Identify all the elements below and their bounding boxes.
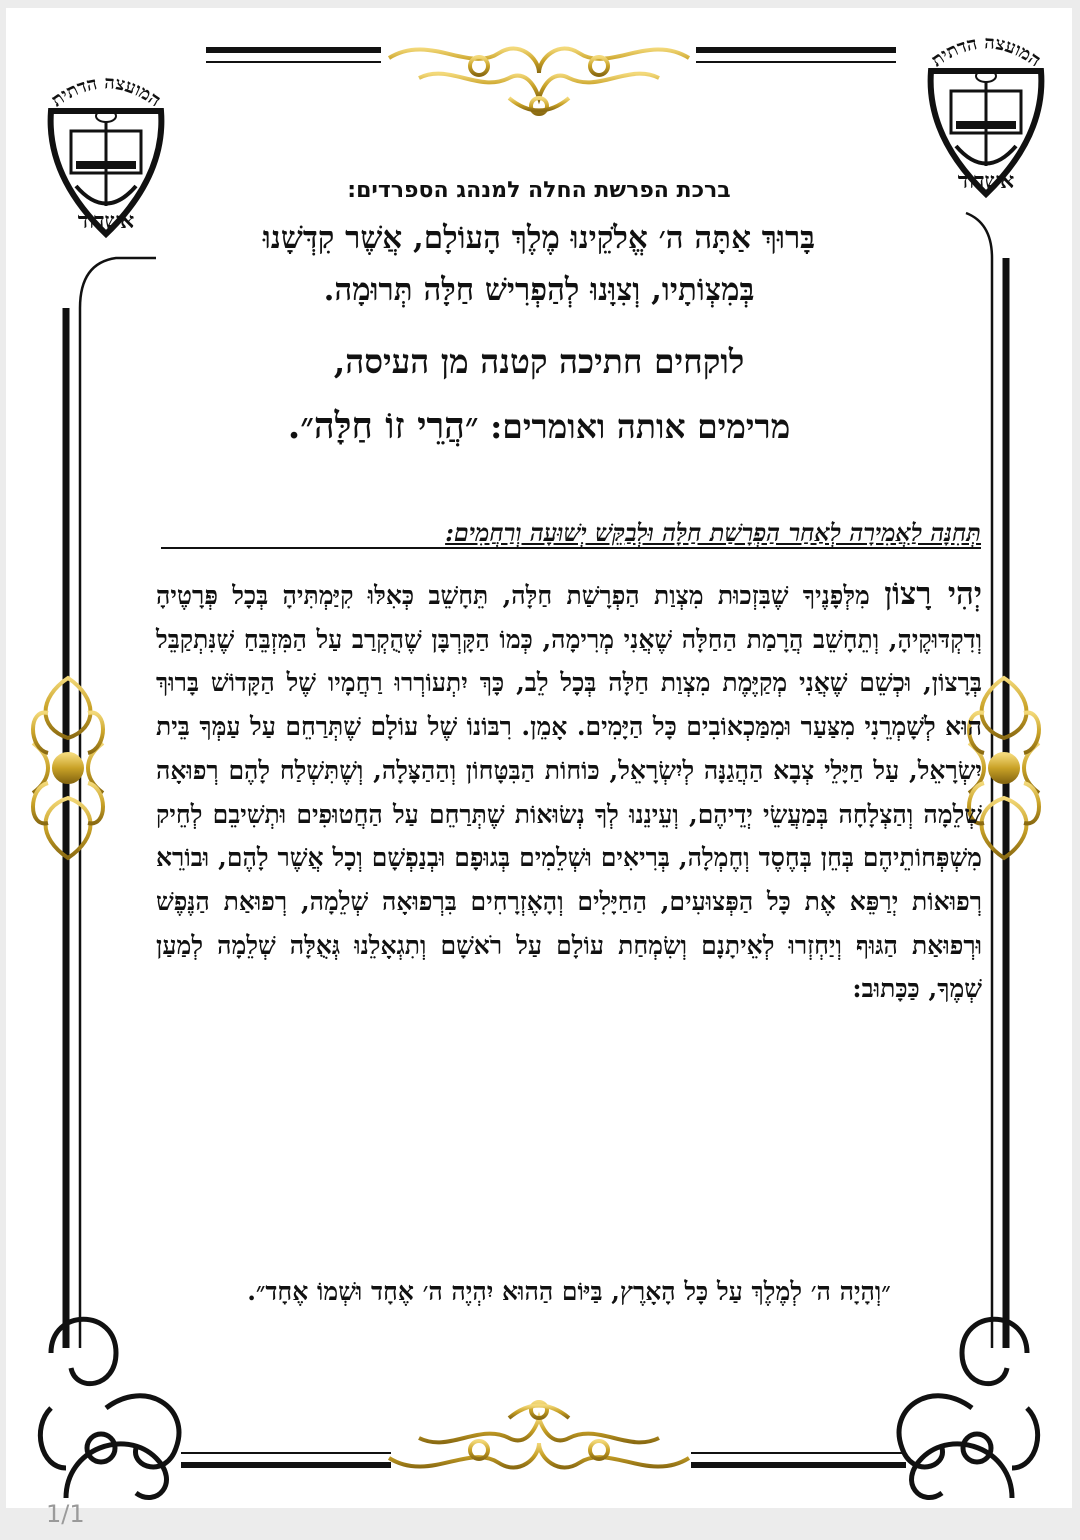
svg-text:אשדוד: אשדוד — [957, 168, 1015, 194]
page-counter: 1/1 — [46, 1500, 85, 1528]
closing-verse: ״וְהָיָה ה׳ לְמֶלֶךְ עַל כָּל הָאָרֶץ, בַּיּוֹם הַהוּא יִהְיֶה ה׳ אֶחָד וּשְׁמוֹ אֶחָד״. — [247, 1277, 891, 1306]
instruction-text — [146, 330, 932, 459]
blessing-section — [146, 176, 932, 459]
corner-swirl-icon — [40, 1319, 179, 1498]
instruction-line: לוקחים חתיכה קטנה מן העיסה, — [333, 342, 745, 381]
prayer-title: תְּחִנָּה לַאֲמִירָה לְאַחַר הַפְרָשַׁת חַלָּה וּלְבַקֵּשׁ יְשׁוּעָה וְרַחֲמִים: — [445, 518, 981, 547]
prayer-body — [156, 573, 982, 1011]
prayer-text: מִלְּפָנֶיךָ שֶׁבִּזְכוּת מִצְוַת הַפְרָשַׁת חַלָּה, תֵּחָשֵׁב כְּאִלּוּ קִיַּמְתִּיהָ בְּכָל פְּרָטֶיהָ וְדִקְדּוּקֶיהָ, וְתֵחָשֵׁב הֲרָמַת הַחַלָּה שֶׁאֲנִי מְרִימָה, כְּמוֹ הַקָּרְבָּן שֶׁהֻקְרַב עַל הַמִּזְבֵּחַ שֶׁנִּתְקַבֵּל בְּרָצוֹן, וּכְשֵׁם שֶׁאֲנִי מְקַיֶּמֶת מִצְוַת חַלָּה בְּכָל לֵב, כָּךְ יִתְעוֹרְרוּ רַחֲמָיו שֶׁל הַקָּדוֹשׁ בָּרוּךְ הוּא לְשָׁמְרֵנִי מִצַּעַר וּמִמַּכְאוֹבִים כָּל הַיָּמִים. אָמֵן. רִבּוֹנוֹ שֶׁל עוֹלָם שֶׁתְּרַחֵם עַל עַמְּךָ בֵּית יִשְׂרָאֵל, עַל חַיָּלֵי צְבָא הַהֲגַנָּה לְיִשְׂרָאֵל, כּוֹחוֹת הַבִּטָּחוֹן וְהַהַצָּלָה, וְשֶׁתִּשְׁלַח לָהֶם רְפוּאָה שְׁלֵמָה וְהַצְלָחָה בְּמַעֲשֵׂי יְדֵיהֶם, וְעֵינֵנוּ לְךָ נְשׂוּאוֹת שֶׁתְּרַחֵם עַל הַחֲטוּפִים וּתְשִׁיבֵם לְחֵיק מִשְׁפְּחוֹתֵיהֶם בְּחֵן בְּחֶסֶד וְחֶמְלָה, בְּרִיאִים וּשְׁלֵמִים בְּגוּפָם וּבְנַפְשָׁם וְכָל אֲשֶׁר לָהֶם, וּבוֹרֵא רְפוּאוֹת יְרַפֵּא אֶת כָּל הַפְּצוּעִים, הַחַיָּלִים וְהָאֶזְרָחִים בִּרְפוּאָה שְׁלֵמָה, רְפוּאַת הַנֶּפֶשׁ וּרְפוּאַת הַגּוּף וְיַחְזְרוּ לְאֵיתָנָם וְשִׂמְחַת עוֹלָם עַל רֹאשָׁם וְתִגְאָלֵנוּ גְּאֻלָּה שְׁלֵמָה לְמַעַן שְׁמֶךָ, כַּכָּתוּב: — [156, 581, 982, 1004]
instruction-line — [146, 394, 932, 459]
blessing-subtitle: ברכת הפרשת החלה למנהג הספרדים: — [347, 178, 731, 203]
blessing-line: בְּמִצְוֹתָיו, וְצִוָּנוּ לְהַפְרִישׁ חַלָּה תְּרוּמָה. — [323, 272, 755, 308]
blessing-line: בָּרוּךְ אַתָּה ה׳ אֱלֹקֵינוּ מֶלֶךְ הָעוֹלָם, אֲשֶׁר קִדְּשָׁנוּ — [262, 220, 816, 256]
svg-text:המועצה הדתית: המועצה הדתית — [47, 72, 165, 112]
instruction-quote: ״הֲרֵי זוֹ חַלָּה״. — [287, 405, 479, 447]
gold-flourish-icon — [389, 49, 689, 114]
blessing-text — [146, 212, 932, 316]
svg-text:המועצה הדתית: המועצה הדתית — [927, 32, 1045, 72]
prayer-opening: יְהִי רָצוֹן — [884, 576, 982, 612]
instruction-prefix: מרימים אותה ואומרים: — [490, 407, 791, 446]
svg-text:אשדוד: אשדוד — [77, 208, 135, 234]
document-page — [6, 8, 1072, 1508]
